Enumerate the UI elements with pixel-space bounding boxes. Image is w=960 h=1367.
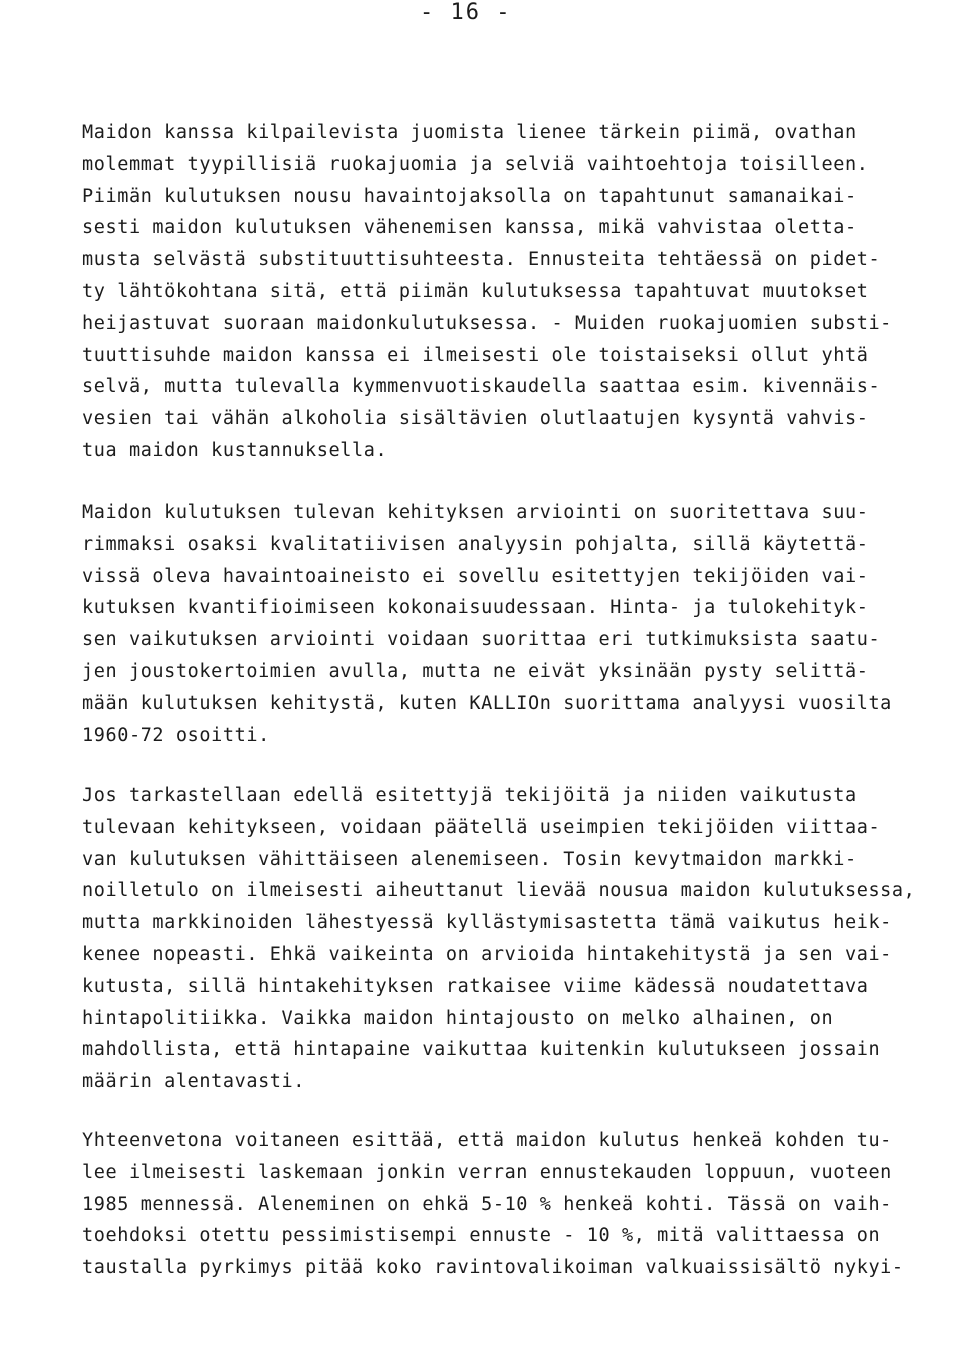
text-line: Piimän kulutuksen nousu havaintojaksolla on tapahtunut samanaikai- (82, 185, 857, 207)
page-number: - 16 - (420, 0, 512, 25)
text-line: noilletulo on ilmeisesti aiheuttanut lievää nousua maidon kulutuksessa, (82, 880, 916, 902)
text-line: kutusta, sillä hintakehityksen ratkaisee viime kädessä noudatettava (82, 975, 869, 997)
text-line: lee ilmeisesti laskemaan jonkin verran ennustekauden loppuun, vuoteen (82, 1161, 892, 1183)
text-line: rimmaksi osaksi kvalitatiivisen analyysin pohjalta, sillä käytettä- (82, 533, 869, 555)
paragraph-2 (82, 497, 952, 751)
text-line: jen joustokertoimien avulla, mutta ne eivät yksinään pysty selittä- (82, 660, 869, 682)
text-line: Yhteenvetona voitaneen esittää, että maidon kulutus henkeä kohden tu- (82, 1130, 892, 1151)
text-line: toehdoksi otettu pessimistisempi ennuste - 10 %, mitä valittaessa on (82, 1225, 881, 1247)
text-line: hintapolitiikka. Vaikka maidon hintajousto on melko alhainen, on (82, 1007, 834, 1029)
text-line: molemmat tyypillisiä ruokajuomia ja selviä vaihtoehtoja toisilleen. (82, 153, 869, 175)
text-line: ty lähtökohtana sitä, että piimän kulutuksessa tapahtuvat muutokset (82, 280, 869, 302)
text-line: tulevaan kehitykseen, voidaan päätellä useimpien tekijöiden viittaa- (82, 816, 881, 838)
text-line: Maidon kanssa kilpailevista juomista lienee tärkein piimä, ovathan (82, 122, 857, 143)
text-line: Maidon kulutuksen tulevan kehityksen arviointi on suoritettava suu- (82, 502, 869, 523)
text-line: määrin alentavasti. (82, 1071, 306, 1093)
text-line: musta selvästä substituuttisuhteesta. Ennusteita tehtäessä on pidet- (82, 249, 881, 271)
text-line: 1985 mennessä. Aleneminen on ehkä 5-10 % henkeä kohti. Tässä on vaih- (82, 1193, 892, 1215)
text-line: mutta markkinoiden lähestyessä kyllästymisastetta tämä vaikutus heik- (82, 912, 892, 934)
text-line: taustalla pyrkimys pitää koko ravintovalikoiman valkuaissisältö nykyi- (82, 1257, 904, 1279)
text-line: Jos tarkastellaan edellä esitettyjä tekijöitä ja niiden vaikutusta (82, 785, 857, 806)
text-line: selvä, mutta tulevalla kymmenvuotiskaudella saattaa esim. kivennäis- (82, 376, 881, 398)
text-line: tuuttisuhde maidon kanssa ei ilmeisesti ole toistaiseksi ollut yhtä (82, 344, 869, 366)
text-line: mahdollista, että hintapaine vaikuttaa kuitenkin kulutukseen jossain (82, 1039, 881, 1061)
paragraph-1 (82, 117, 952, 467)
text-line: tua maidon kustannuksella. (82, 439, 388, 461)
text-line: vissä oleva havaintoaineisto ei sovellu esitettyjen tekijöiden vai- (82, 565, 869, 587)
text-line: sesti maidon kulutuksen vähenemisen kanssa, mikä vahvistaa oletta- (82, 217, 857, 239)
paragraph-4 (82, 1125, 952, 1284)
text-line: kenee nopeasti. Ehkä vaikeinta on arvioida hintakehitystä ja sen vai- (82, 943, 892, 965)
paragraph-3 (82, 780, 952, 1098)
text-line: 1960-72 osoitti. (82, 724, 270, 746)
text-line: van kulutuksen vähittäiseen alenemiseen. Tosin kevytmaidon markki- (82, 848, 857, 870)
text-line: sen vaikutuksen arviointi voidaan suorittaa eri tutkimuksista saatu- (82, 629, 881, 651)
text-line: mään kulutuksen kehitystä, kuten KALLIOn suorittama analyysi vuosilta (82, 692, 892, 714)
text-line: vesien tai vähän alkoholia sisältävien olutlaatujen kysyntä vahvis- (82, 408, 869, 430)
text-line: heijastuvat suoraan maidonkulutuksessa. - Muiden ruokajuomien substi- (82, 312, 892, 334)
text-line: kutuksen kvantifioimiseen kokonaisuudessaan. Hinta- ja tulokehityk- (82, 597, 869, 619)
